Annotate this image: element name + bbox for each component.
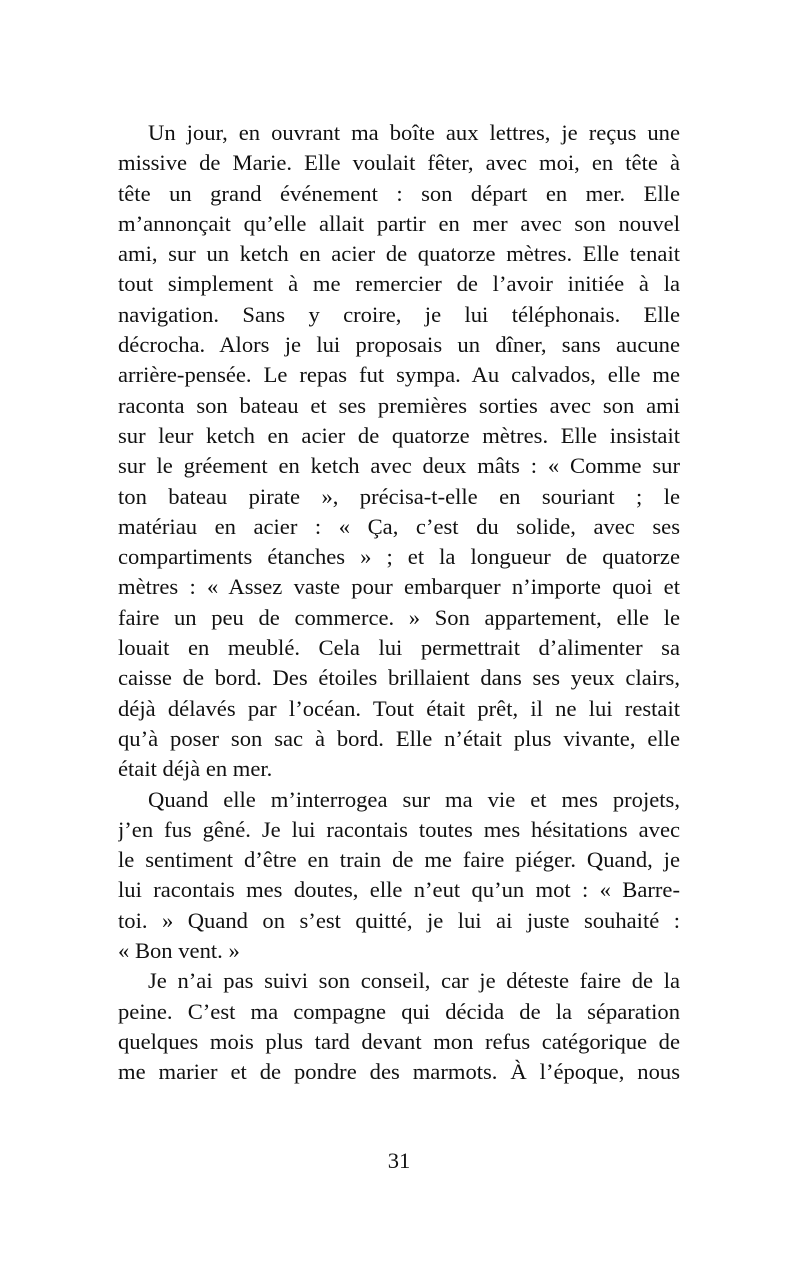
text-line: peine. C’est ma compagne qui décida de la séparation [118,998,680,1024]
text-line: Un jour, en ouvrant ma boîte aux lettres, je reçus une [148,120,680,145]
text-line: toi. » Quand on s’est quitté, je lui ai juste souhaité : [118,907,680,933]
text-line: sur le gréement en ketch avec deux mâts : « Comme sur [118,453,680,479]
text-line: caisse de bord. Des étoiles brillaient dans ses yeux clairs, [118,665,680,691]
text-line: arrière-pensée. Le repas fut sympa. Au calvados, elle me [118,362,680,388]
text-line: était déjà en mer. [118,756,273,782]
text-line: qu’à poser son sac à bord. Elle n’était plus vivante, elle [118,725,680,751]
text-line: tête un grand événement : son départ en mer. Elle [118,180,680,206]
text-line: j’en fus gêné. Je lui racontais toutes mes hésitations avec [118,816,680,842]
text-line: tout simplement à me remercier de l’avoir initiée à la [118,271,680,297]
text-line: navigation. Sans y croire, je lui téléphonais. Elle [118,301,680,327]
text-line: faire un peu de commerce. » Son appartement, elle le [118,604,680,630]
text-line: Je n’ai pas suivi son conseil, car je déteste faire de la [148,968,680,994]
text-line: mètres : « Assez vaste pour embarquer n’importe quoi et [118,574,680,600]
text-line: missive de Marie. Elle voulait fêter, avec moi, en tête à [118,150,680,176]
paragraph-1 [118,118,680,785]
text-line: Quand elle m’interrogea sur ma vie et mes projets, [148,786,680,812]
text-line: décrocha. Alors je lui proposais un dîner, sans aucune [118,332,680,358]
text-line: m’annonçait qu’elle allait partir en mer avec son nouvel [118,210,680,236]
page-body [118,118,680,1088]
paragraph-2 [118,785,680,967]
text-line: lui racontais mes doutes, elle n’eut qu’un mot : « Barre- [118,877,680,903]
text-line: me marier et de pondre des marmots. À l’époque, nous [118,1059,680,1085]
text-line: matériau en acier : « Ça, c’est du solide, avec ses [118,513,680,539]
text-line: déjà délavés par l’océan. Tout était prêt, il ne lui restait [118,695,680,721]
text-line: « Bon vent. » [118,938,240,964]
text-line: louait en meublé. Cela lui permettrait d’alimenter sa [118,635,680,661]
text-line: le sentiment d’être en train de me faire piéger. Quand, je [118,847,680,873]
text-line: ton bateau pirate », précisa-t-elle en souriant ; le [118,483,680,509]
text-line: sur leur ketch en acier de quatorze mètres. Elle insistait [118,422,680,448]
paragraph-3 [118,966,680,1087]
page-number: 31 [387,1148,411,1173]
text-line: quelques mois plus tard devant mon refus catégorique de [118,1028,680,1054]
text-line: raconta son bateau et ses premières sorties avec son ami [118,392,680,418]
text-line: ami, sur un ketch en acier de quatorze mètres. Elle tenait [118,241,680,267]
text-line: compartiments étanches » ; et la longueur de quatorze [118,544,680,570]
